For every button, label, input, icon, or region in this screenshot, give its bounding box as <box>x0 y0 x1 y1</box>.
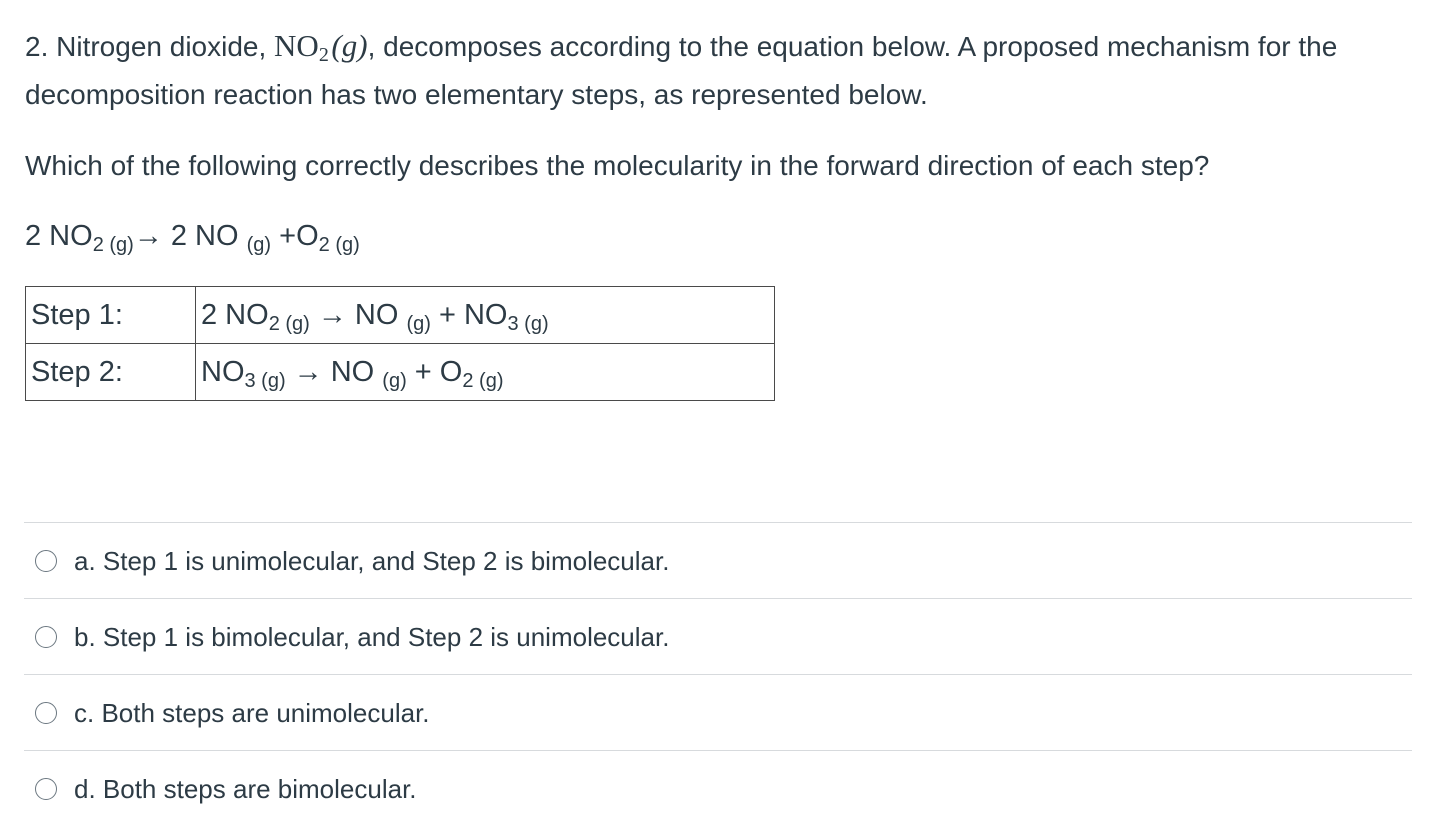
no2-formula <box>274 28 368 66</box>
question-prompt: Which of the following correctly describes the molecularity in the forward direction of each step? <box>25 150 1210 181</box>
formula-species: NO <box>274 28 319 63</box>
rxn-sub-3: 3 (g) <box>507 312 549 335</box>
answer-choice-b[interactable] <box>24 598 1412 674</box>
step-row <box>26 287 775 344</box>
question-intro: 2. Nitrogen dioxide, <box>25 31 275 62</box>
answer-choices <box>24 522 1412 826</box>
question-intro-rest: , decomposes according to the equation below. A proposed mechanism for the decomposition reaction has two elementary steps, as represented below. <box>25 31 1338 110</box>
answer-choice-c[interactable] <box>24 674 1412 750</box>
rxn-part-2: → NO <box>309 298 407 331</box>
answer-choice-label[interactable]: d. Both steps are bimolecular. <box>74 773 417 804</box>
answer-choice-d[interactable] <box>24 750 1412 826</box>
step-label: Step 2: <box>26 344 196 401</box>
radio-button-icon[interactable] <box>35 626 57 648</box>
rxn-part-1: NO <box>201 355 245 388</box>
rxn-part-1: 2 NO <box>201 298 269 331</box>
formula-state: (g) <box>331 28 368 63</box>
rxn-sub-3: 2 (g) <box>462 369 504 392</box>
question-text <box>25 22 1415 190</box>
radio-button-icon[interactable] <box>35 778 57 800</box>
rxn-part-2: → NO <box>285 355 383 388</box>
eq-sub-3: 2 (g) <box>318 234 360 256</box>
step-reaction <box>196 287 775 344</box>
eq-part-1: 2 NO <box>25 220 93 252</box>
rxn-sub-2: (g) <box>382 369 407 392</box>
eq-sub-1: 2 (g) <box>92 234 134 256</box>
eq-part-2: → 2 NO <box>133 220 247 252</box>
question-stem <box>25 22 1415 119</box>
rxn-part-3: + O <box>406 355 463 388</box>
step-label: Step 1: <box>26 287 196 344</box>
eq-part-3: +O <box>271 220 319 252</box>
eq-sub-2: (g) <box>246 234 272 256</box>
mechanism-steps-table <box>25 286 775 401</box>
rxn-sub-2: (g) <box>406 312 431 335</box>
rxn-sub-1: 2 (g) <box>268 312 310 335</box>
answer-choice-label[interactable]: c. Both steps are unimolecular. <box>74 697 430 728</box>
step-row <box>26 344 775 401</box>
answer-choice-label[interactable]: b. Step 1 is bimolecular, and Step 2 is unimolecular. <box>74 621 670 652</box>
rxn-part-3: + NO <box>430 298 508 331</box>
radio-button-icon[interactable] <box>35 702 57 724</box>
rxn-sub-1: 3 (g) <box>244 369 286 392</box>
answer-choice-label[interactable]: a. Step 1 is unimolecular, and Step 2 is bimolecular. <box>74 545 670 576</box>
step-reaction <box>196 344 775 401</box>
formula-subscript: 2 <box>318 44 329 66</box>
radio-button-icon[interactable] <box>35 550 57 572</box>
answer-choice-a[interactable] <box>24 522 1412 598</box>
overall-equation <box>25 216 360 256</box>
